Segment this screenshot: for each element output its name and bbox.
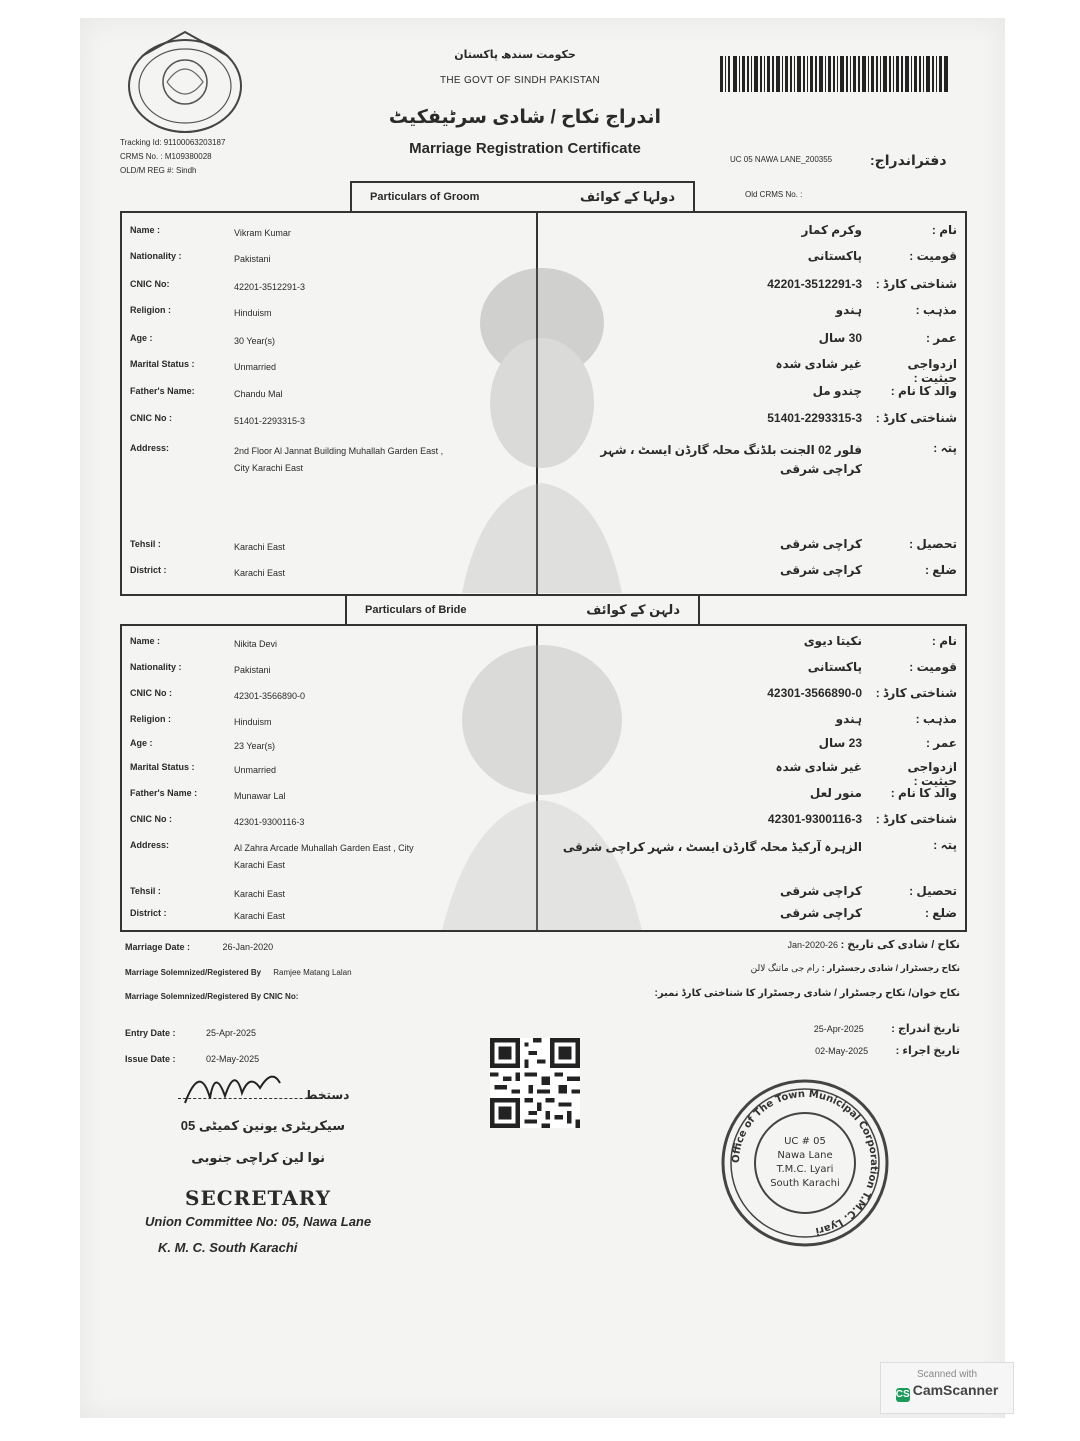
field-value: 42301-9300116-3 (234, 817, 305, 827)
groom-details-box (120, 211, 967, 596)
old-reg-number: OLD/M REG #: Sindh (120, 166, 197, 175)
sign-line1-urdu: سیکریٹری یونین کمیٹی 05 (180, 1118, 345, 1133)
field-label-urdu: تحصیل : (909, 537, 957, 551)
seal-line: T.M.C. Lyari (776, 1164, 834, 1175)
field-value: Munawar Lal (234, 791, 286, 801)
field-value-urdu: پاکستانی (807, 249, 862, 263)
field-value-urdu: کراچی شرقی (780, 884, 862, 898)
field-label: CNIC No : (130, 413, 172, 423)
entry-date-row (125, 1028, 256, 1038)
signature (180, 1058, 290, 1113)
field-label-urdu: شناختی کارڈ : (875, 277, 957, 291)
field-value-urdu: الزہرہ آرکیڈ محلہ گارڈن ایسٹ ، شہر کراچی شرقی (562, 840, 862, 854)
marriage-date-value: 26-Jan-2020 (222, 942, 274, 952)
camscanner-watermark (880, 1362, 1014, 1414)
field-label: Age : (130, 333, 153, 343)
official-seal (720, 1078, 890, 1248)
issue-date-urdu-row (760, 1044, 960, 1057)
entry-date-urdu-value: 25-Apr-2025 (813, 1024, 864, 1034)
certificate-title: Marriage Registration Certificate (409, 140, 641, 157)
bride-section-header (345, 594, 700, 626)
field-label-urdu: ازدواجی حیثیت : (907, 357, 957, 385)
office-value: UC 05 NAWA LANE_200355 (730, 155, 833, 164)
field-label-urdu: نام : (931, 223, 957, 237)
field-label-urdu: عمر : (925, 736, 957, 750)
field-value-urdu: 51401-2293315-3 (767, 411, 862, 425)
field-value-urdu: 30 سال (818, 331, 862, 345)
field-value-urdu: ہندو (835, 712, 862, 726)
field-label-urdu: ضلع : (924, 906, 957, 920)
field-label: Father's Name : (130, 788, 198, 798)
field-value-urdu: منور لعل (809, 786, 862, 800)
field-value: Chandu Mal (234, 389, 283, 399)
field-label-urdu: ازدواجی حیثیت : (907, 760, 957, 788)
bride-details-box (120, 624, 967, 932)
govt-title-urdu: حکومت سندھ پاکستان (454, 49, 576, 61)
sign-line2-urdu: نوا لین کراچی جنوبی (191, 1150, 325, 1165)
camscanner-brand (881, 1382, 1013, 1402)
marriage-date-row (125, 942, 273, 952)
field-value-urdu: غیر شادی شدہ (775, 760, 862, 774)
field-value: Pakistani (234, 254, 271, 264)
field-label: Age : (130, 738, 153, 748)
seal-line: South Karachi (770, 1178, 840, 1189)
field-label: Marital Status : (130, 359, 195, 369)
field-value-urdu: غیر شادی شدہ (775, 357, 862, 371)
field-value: 42201-3512291-3 (234, 282, 306, 292)
field-value-urdu: 42201-3512291-3 (767, 277, 862, 291)
bride-header-eng: Particulars of Bride (365, 604, 467, 616)
field-label: District : (130, 908, 167, 918)
field-label-urdu: شناختی کارڈ : (875, 812, 957, 826)
committee-line1: Union Committee No: 05, Nawa Lane (145, 1214, 372, 1229)
groom-section-header (350, 181, 695, 213)
issue-date-urdu-label: تاریخ اجراء : (895, 1045, 960, 1057)
solemnized-urdu-row (640, 963, 960, 974)
field-label: CNIC No: (130, 279, 170, 289)
entry-date-urdu-row (760, 1022, 960, 1035)
field-label: Nationality : (130, 662, 182, 672)
field-value: Hinduism (234, 308, 272, 318)
field-value-urdu: 42301-9300116-3 (767, 812, 862, 826)
field-label-urdu: مذہب : (915, 303, 957, 317)
bride-header-urdu: دلہن کے کوائف (586, 602, 680, 617)
field-label: Tehsil : (130, 886, 161, 896)
field-value: Karachi East (234, 911, 286, 921)
field-value: Hinduism (234, 717, 272, 727)
field-value: 51401-2293315-3 (234, 416, 306, 426)
committee-line2: K. M. C. South Karachi (158, 1240, 298, 1255)
field-value: 30 Year(s) (234, 336, 276, 346)
entry-date-urdu-label: تاریخ اندراج : (891, 1023, 960, 1035)
field-label-urdu: قومیت : (909, 660, 957, 674)
marriage-date-urdu-label: نکاح / شادی کی تاریخ : (840, 939, 960, 951)
field-value: 42301-3566890-0 (234, 691, 306, 701)
certificate-page (80, 18, 1005, 1418)
entry-date-label: Entry Date : (125, 1028, 176, 1038)
seal-line: UC # 05 (784, 1136, 826, 1147)
field-label-urdu: تحصیل : (909, 884, 957, 898)
field-label-urdu: والد کا نام : (890, 786, 957, 800)
field-value: 2nd Floor Al Jannat Building Muhallah Garden East , City Karachi East (234, 446, 444, 473)
field-label-urdu: نام : (931, 634, 957, 648)
field-label-urdu: عمر : (925, 331, 957, 345)
solemnized-label: Marriage Solemnized/Registered By (125, 968, 262, 977)
solemnized-cnic-urdu: نکاح خوان/ نکاح رجسٹرار / شادی رجسٹرار کا شناختی کارڈ نمبر: (654, 988, 960, 999)
solemnized-cnic-label: Marriage Solemnized/Registered By CNIC No: (125, 992, 299, 1001)
field-label: Address: (130, 443, 170, 453)
field-label: Name : (130, 636, 161, 646)
groom-header-urdu: دولہا کے کوائف (579, 189, 675, 204)
field-label: Address: (130, 840, 170, 850)
field-label-urdu: پتہ : (933, 838, 957, 852)
field-label: Religion : (130, 305, 171, 315)
issue-date-value: 02-May-2025 (206, 1054, 260, 1064)
marriage-date-urdu-value: 26-Jan-2020 (787, 940, 839, 950)
field-value-urdu: کراچی شرقی (780, 537, 862, 551)
sindh-govt-logo (122, 26, 248, 138)
field-label: Tehsil : (130, 539, 161, 549)
old-crms-label: Old CRMS No. : (745, 190, 803, 199)
field-label: Nationality : (130, 251, 182, 261)
barcode (720, 56, 948, 92)
field-label: CNIC No : (130, 688, 172, 698)
field-label: Marital Status : (130, 762, 195, 772)
field-value: Nikita Devi (234, 639, 278, 649)
field-value: Pakistani (234, 665, 271, 675)
field-label: Father's Name: (130, 386, 195, 396)
field-value-urdu: کراچی شرقی (780, 906, 862, 920)
field-label: Name : (130, 225, 161, 235)
govt-title: THE GOVT OF SINDH PAKISTAN (439, 75, 601, 86)
field-label: Religion : (130, 714, 171, 724)
field-value: Unmarried (234, 362, 277, 372)
issue-date-urdu-value: 02-May-2025 (815, 1046, 869, 1056)
field-value-urdu: 42301-3566890-0 (767, 686, 862, 700)
certificate-title-urdu: اندراج نکاح / شادی سرٹیفکیٹ (388, 107, 662, 128)
tracking-id: Tracking Id: 91100063203187 (120, 138, 226, 147)
marriage-date-label: Marriage Date : (125, 942, 191, 952)
field-value-urdu: 23 سال (818, 736, 862, 750)
camscanner-label: CamScanner (912, 1382, 999, 1398)
seal-line: Nawa Lane (777, 1150, 833, 1161)
field-label-urdu: ضلع : (924, 563, 957, 577)
solemnized-row (125, 968, 352, 977)
qr-code (490, 1038, 580, 1128)
issue-date-label: Issue Date : (125, 1054, 176, 1064)
field-value: Karachi East (234, 889, 286, 899)
field-label-urdu: شناختی کارڈ : (875, 686, 957, 700)
field-value-urdu: ہندو (835, 303, 862, 317)
field-value: Vikram Kumar (234, 228, 291, 238)
field-label-urdu: مذہب : (915, 712, 957, 726)
field-label-urdu: والد کا نام : (890, 384, 957, 398)
crms-number: CRMS No. : M109380028 (120, 152, 212, 161)
field-label-urdu: قومیت : (909, 249, 957, 263)
solemnized-urdu-label: نکاح رجسٹرار / شادی رجسٹرار : (821, 963, 960, 973)
field-value-urdu: وکرم کمار (801, 223, 862, 237)
field-label-urdu: شناختی کارڈ : (875, 411, 957, 425)
scanned-with-text: Scanned with (916, 1369, 978, 1380)
secretary-stamp: SECRETARY (185, 1186, 332, 1210)
field-label: CNIC No : (130, 814, 172, 824)
field-value: 23 Year(s) (234, 741, 276, 751)
field-value: Karachi East (234, 542, 286, 552)
solemnized-value: Ramjee Matang Lalan (273, 968, 352, 977)
solemnized-urdu-value: رام جی ماتنگ لالن (750, 963, 820, 973)
seal-ring-text: Office of The Town Municipal Corporation T.M.C. Lyari (730, 1088, 880, 1237)
field-value-urdu: چندو مل (812, 384, 862, 398)
field-label-urdu: پتہ : (933, 441, 957, 455)
field-label: District : (130, 565, 167, 575)
field-value-urdu: کراچی شرقی (780, 563, 862, 577)
field-value: Al Zahra Arcade Muhallah Garden East , City Karachi East (234, 843, 414, 870)
field-value-urdu: نکیتا دیوی (803, 634, 862, 648)
field-value: Karachi East (234, 568, 286, 578)
sign-label-urdu: دستخط (305, 1088, 350, 1102)
groom-header-eng: Particulars of Groom (370, 191, 480, 203)
field-value-urdu: پاکستانی (807, 660, 862, 674)
entry-date-value: 25-Apr-2025 (206, 1028, 257, 1038)
marriage-date-urdu-row (720, 938, 960, 951)
field-value: Unmarried (234, 765, 277, 775)
office-label-urdu: دفتراندراج: (870, 152, 947, 168)
tracking-info (120, 136, 225, 178)
field-value-urdu: فلور 02 الجنت بلڈنگ محلہ گارڈن ایسٹ ، شہر کراچی شرقی (600, 443, 862, 476)
camscanner-icon: CS (895, 1389, 910, 1400)
